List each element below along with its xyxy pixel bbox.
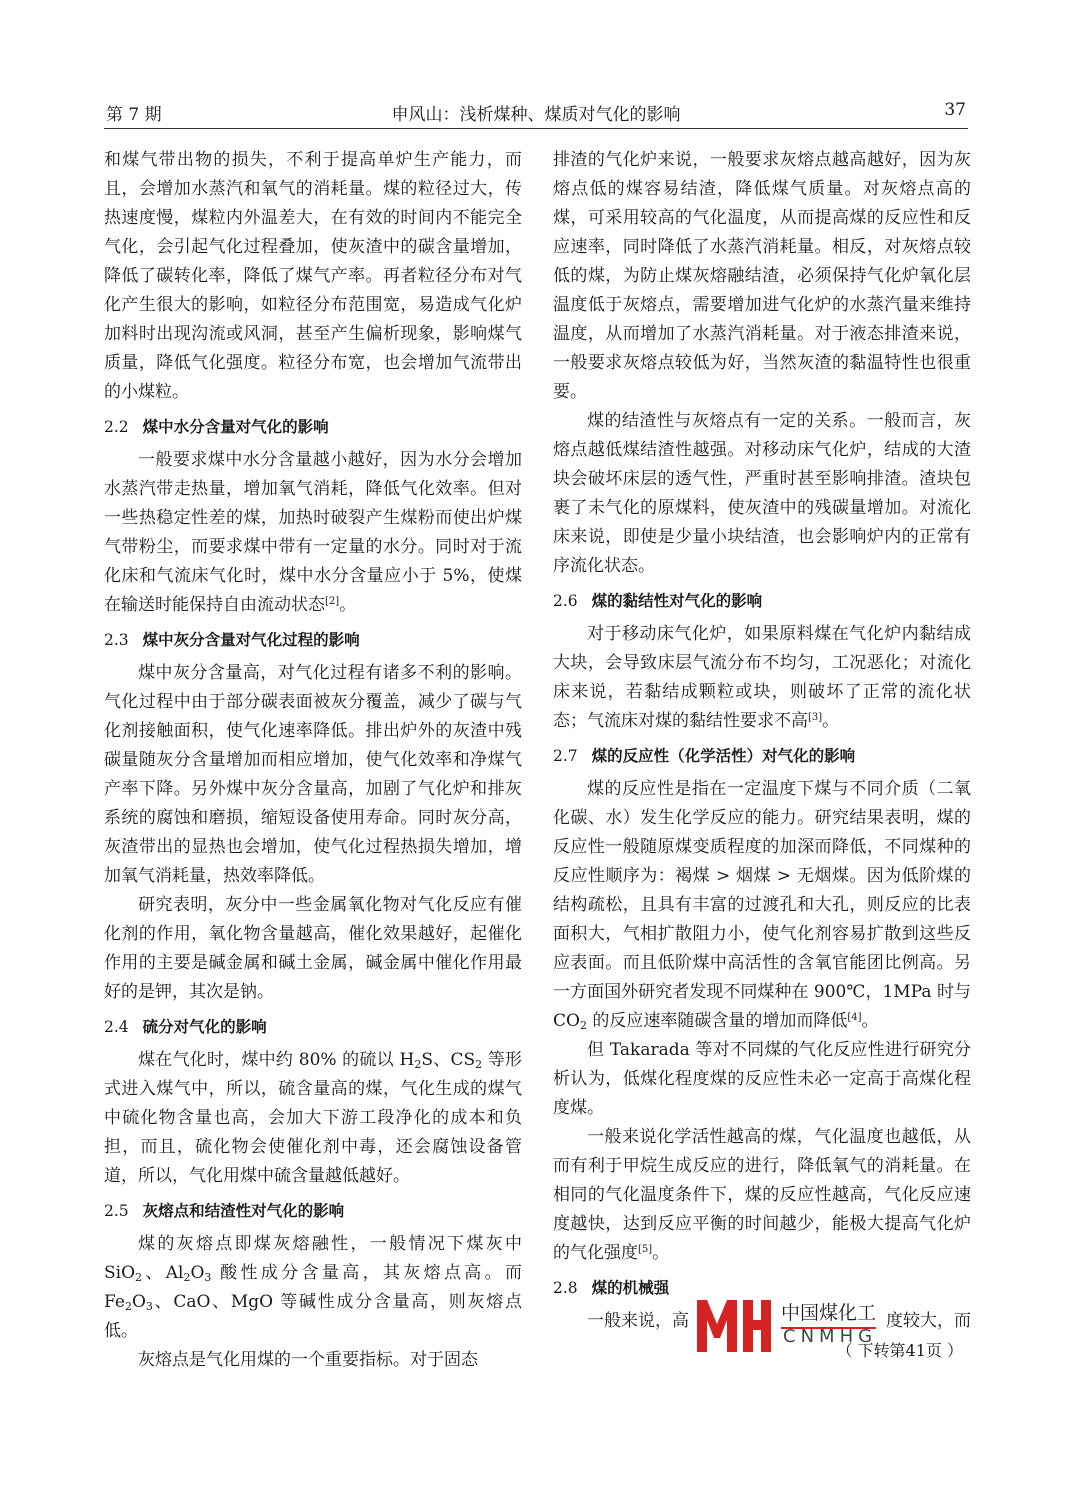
- section-heading-2-3: 2.3 煤中灰分含量对气化过程的影响: [104, 631, 360, 649]
- paragraph: 排渣的气化炉来说，一般要求灰熔点越高越好，因为灰熔点低的煤容易结渣，降低煤气质量。对灰熔点高的煤，可采用较高的气化温度，从而提高煤的反应性和反应速率，同时降低了水蒸汽消耗量。相反，对灰熔点较低的煤，为防止煤灰熔融结渣，必须保持气化炉氧化层温度低于灰熔点，需要增加进气化炉的水蒸汽量来维持温度，从而增加了水蒸汽消耗量。对于液态排渣来说，一般要求灰熔点较低为好，当然灰渣的黏温特性也很重要。: [553, 150, 971, 402]
- issue-number: 第 7 期: [106, 105, 162, 125]
- paragraph: 煤的结渣性与灰熔点有一定的关系。一般而言，灰熔点越低煤结渣性越强。对移动床气化炉，结成的大渣块会破坏床层的透气性，严重时甚至影响排渣。渣块包裹了未气化的原煤料，使灰渣中的残碳量增加。对流化床来说，即使是少量小块结渣，也会影响炉内的正常有序流化状态。: [553, 411, 971, 576]
- paragraph: 一般来说，高 度较大，而: [587, 1311, 971, 1331]
- running-title: 申风山：浅析煤种、煤质对气化的影响: [391, 105, 681, 125]
- paragraph: 但 Takarada 等对不同煤的气化反应性进行研究分析认为，低煤化程度煤的反应性未必一定高于高煤化程度煤。: [553, 1040, 971, 1118]
- citation-ref: [5]: [638, 1244, 653, 1255]
- paragraph: 一般来说化学活性越高的煤，气化温度也越低，从而有利于甲烷生成反应的进行，降低氧气的消耗量。在相同的气化温度条件下，煤的反应性越高，气化反应速度越快，达到反应平衡的时间越少，能极大提高气化炉的气化强度[5]。: [553, 1127, 971, 1263]
- watermark-text-cn: 中国煤化工: [781, 1298, 876, 1329]
- paragraph: 一般要求煤中水分含量越小越好，因为水分会增加水蒸汽带走热量，增加氧气消耗，降低气化效率。但对一些热稳定性差的煤，加热时破裂产生煤粉而使出炉煤气带粉尘，而要求煤中带有一定量的水分。同时对于流化床和气流床气化时，煤中水分含量应小于 5%，使煤在输送时能保持自由流动状态[2]。: [104, 450, 522, 615]
- continued-note: （ 下转第41页 ）: [836, 1341, 963, 1360]
- citation-ref: [3]: [808, 712, 823, 723]
- section-heading-2-7: 2.7 煤的反应性（化学活性）对气化的影响: [553, 747, 856, 765]
- paragraph: 对于移动床气化炉，如果原料煤在气化炉内黏结成大块，会导致床层气流分布不均匀，工况恶化；对流化床来说，若黏结成颗粒或块，则破坏了正常的流化状态；气流床对煤的黏结性要求不高[3]。: [553, 624, 971, 731]
- paragraph: 煤在气化时，煤中约 80% 的硫以 $H_2S$、$CS_2$ 等形式进入煤气中，所以，硫含量高的煤，气化生成的煤气中硫化物含量也高，会加大下游工段净化的成本和负担，而且，硫化物会使催化剂中毒，还会腐蚀设备管道，所以，气化用煤中硫含量越低越好。: [104, 1050, 522, 1186]
- cnmhg-logo-icon: [693, 1294, 775, 1354]
- paragraph: 煤的灰熔点即煤灰熔融性，一般情况下煤灰中 SiO$_2$、$Al_2O_3$ 酸性成分含量高，其灰熔点高。而 $Fe_2O_3$、CaO、MgO 等碱性成分含量高，则灰熔点低。: [104, 1234, 523, 1341]
- section-heading-2-4: 2.4 硫分对气化的影响: [104, 1018, 267, 1036]
- paragraph: 煤中灰分含量高，对气化过程有诸多不利的影响。气化过程中由于部分碳表面被灰分覆盖，减少了碳与气化剂接触面积，使气化速率降低。排出炉外的灰渣中残碳量随灰分含量增加而相应增加，使气化效率和净煤气产率下降。另外煤中灰分含量高，加剧了气化炉和排灰系统的腐蚀和磨损，缩短设备使用寿命。同时灰分高，灰渣带出的显热也会增加，使气化过程热损失增加，增加氧气消耗量，热效率降低。: [104, 663, 522, 886]
- page-number: 37: [944, 100, 966, 120]
- left-column: [104, 146, 522, 1375]
- citation-ref: [2]: [325, 596, 340, 607]
- paragraph: 灰熔点是气化用煤的一个重要指标。对于固态: [138, 1350, 478, 1370]
- section-heading-2-5: 2.5 灰熔点和结渣性对气化的影响: [104, 1202, 345, 1220]
- section-heading-2-2: 2.2 煤中水分含量对气化的影响: [104, 418, 329, 436]
- citation-ref: [4]: [847, 1012, 862, 1023]
- paragraph: 煤的反应性是指在一定温度下煤与不同介质（二氧化碳、水）发生化学反应的能力。研究结果表明，煤的反应性一般随原煤变质程度的加深而降低，不同煤种的反应性顺序为：褐煤 > 烟煤 > 无烟煤。因为低阶煤的结构疏松，且具有丰富的过渡孔和大孔，则反应的比表面积大，气相扩散阻力小，使气化剂容易扩散到这些反应表面。而且低阶煤中高活性的含氧官能团比例高。另一方面国外研究者发现不同煤种在 900℃，1MPa 时与 $CO_2$ 的反应速率随碳含量的增加而降低[4]。: [553, 779, 971, 1032]
- section-heading-2-6: 2.6 煤的黏结性对气化的影响: [553, 592, 763, 610]
- watermark-text-en: CNMHG: [783, 1326, 878, 1347]
- section-heading-2-8: 2.8 煤的机械强: [553, 1279, 670, 1297]
- paragraph: 和煤气带出物的损失，不利于提高单炉生产能力，而且，会增加水蒸汽和氧气的消耗量。煤的粒径过大，传热速度慢，煤粒内外温差大，在有效的时间内不能完全气化，会引起气化过程叠加，使灰渣中的碳含量增加，降低了碳转化率，降低了煤气产率。再者粒径分布对气化产生很大的影响，如粒径分布范围宽，易造成气化炉加料时出现沟流或风洞，甚至产生偏析现象，影响煤气质量，降低气化强度。粒径分布宽，也会增加气流带出的小煤粒。: [104, 150, 522, 402]
- paragraph: 研究表明，灰分中一些金属氧化物对气化反应有催化剂的作用，氧化物含量越高，催化效果越好，起催化作用的主要是碱金属和碱土金属，碱金属中催化作用最好的是钾，其次是钠。: [104, 895, 522, 1002]
- right-column: [553, 146, 971, 1365]
- page-header: [104, 94, 968, 129]
- watermark-logo: [693, 1294, 953, 1356]
